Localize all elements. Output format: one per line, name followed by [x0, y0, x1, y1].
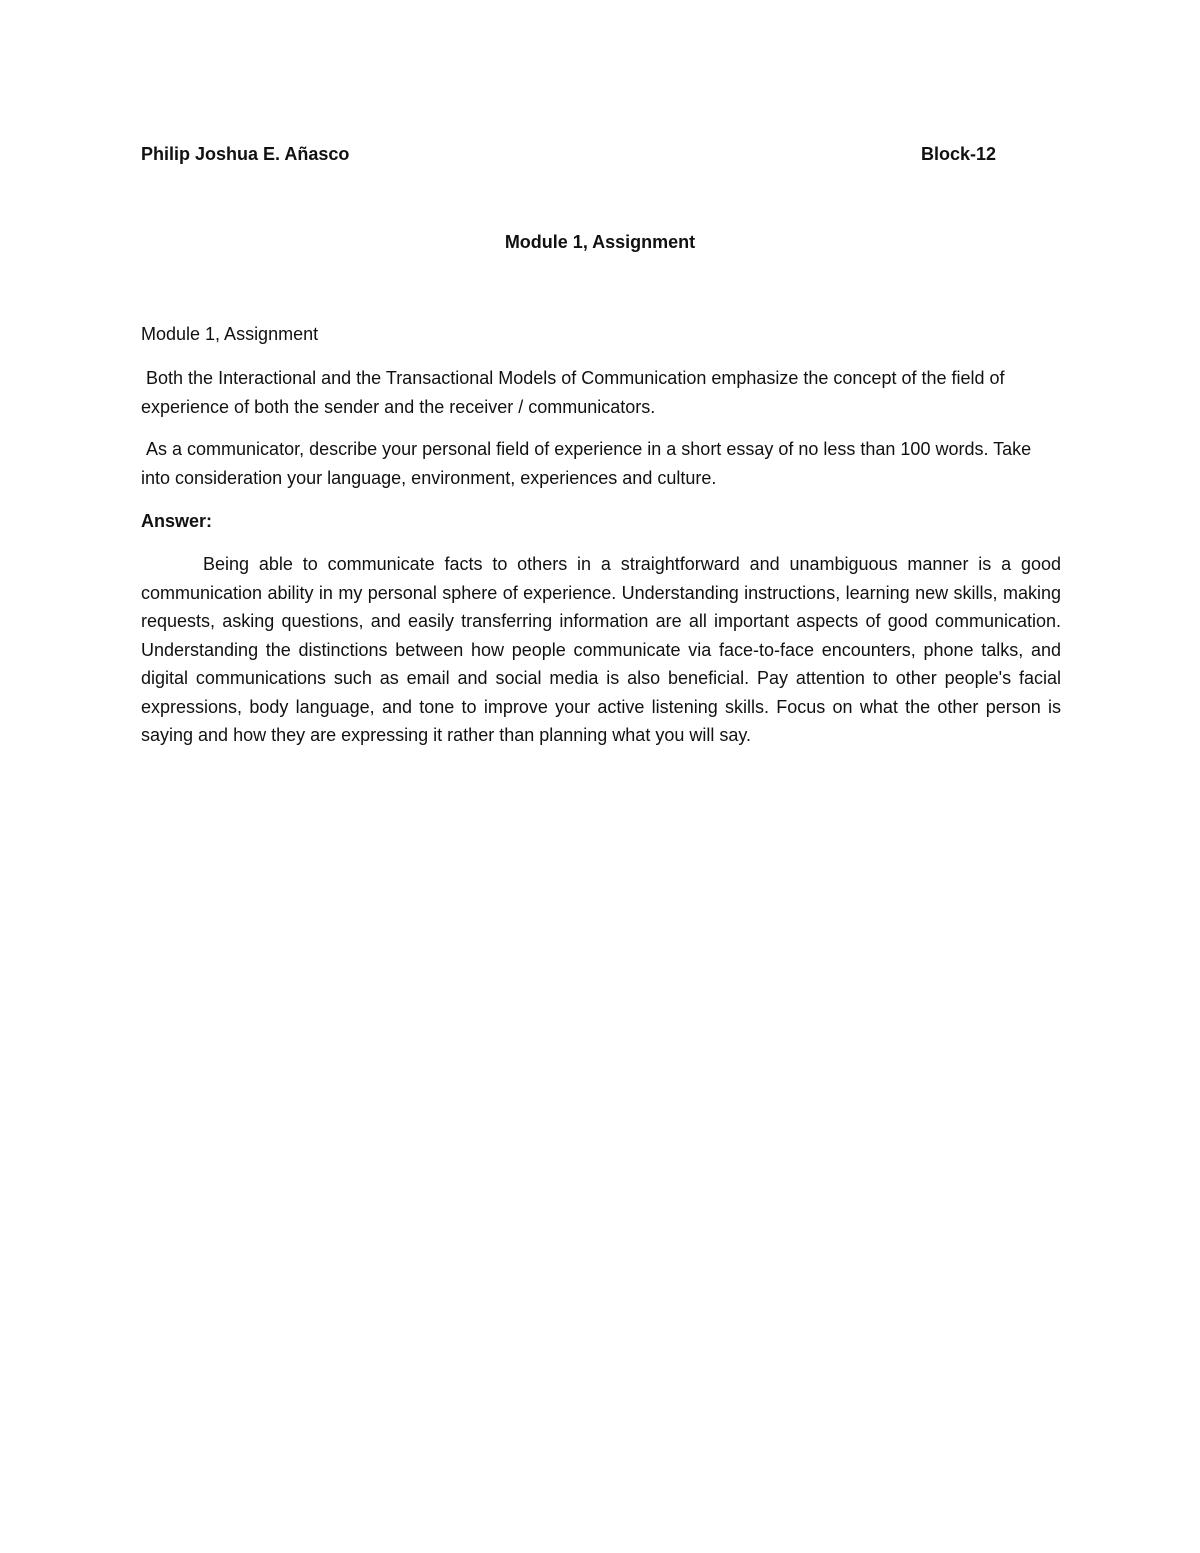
prompt-paragraph-1	[141, 364, 1061, 421]
answer-paragraph: Being able to communicate facts to others in a straightforward and unambiguous manner is a good communication ability in my personal sphere of experience. Understanding instructions, learning new skills, making requests, asking questions, and easily transferring information are all important aspects of good communication. Understanding the distinctions between how people communicate via face-to-face encounters, phone talks, and digital communications such as email and social media is also beneficial. Pay attention to other people's facial expressions, body language, and tone to improve your active listening skills. Focus on what the other person is saying and how they are expressing it rather than planning what you will say.	[141, 554, 1061, 745]
assignment-subheading: Module 1, Assignment	[141, 324, 319, 344]
prompt-paragraph-1-text: Both the Interactional and the Transactional Models of Communication emphasize the concept of the field of experience of both the sender and the receiver / communicators.	[141, 368, 1005, 417]
prompt-paragraph-2	[141, 435, 1061, 492]
document-title: Module 1, Assignment	[504, 232, 696, 252]
author-name: Philip Joshua E. Añasco	[141, 144, 350, 164]
answer-label: Answer:	[141, 511, 213, 531]
document-header	[141, 144, 996, 165]
block-label: Block-12	[920, 144, 996, 164]
prompt-paragraph-2-text: As a communicator, describe your personal field of experience in a short essay of no less than 100 words. Take into consideration your language, environment, experiences and culture.	[141, 439, 1032, 488]
